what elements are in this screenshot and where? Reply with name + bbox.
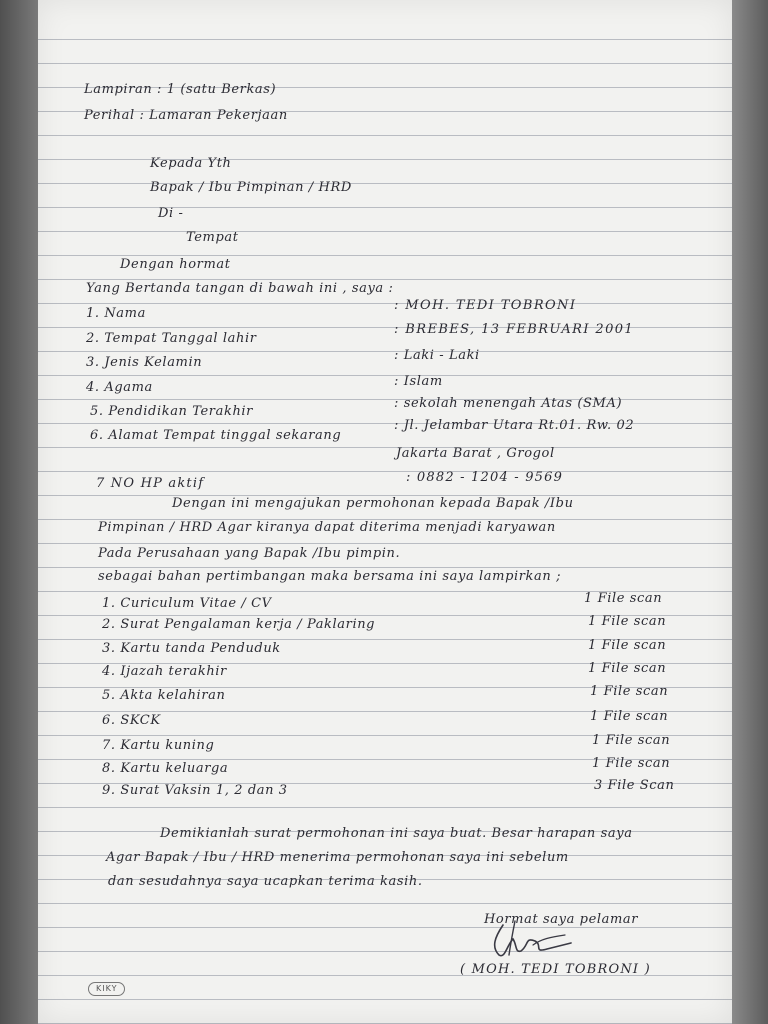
attachment-item: 3. Kartu tanda Penduduk: [102, 641, 281, 656]
identity-value: : sekolah menengah Atas (SMA): [394, 396, 623, 411]
identity-label: 4. Agama: [86, 380, 153, 395]
identity-label: 5. Pendidikan Terakhir: [90, 404, 253, 419]
attachment-count: 1 File scan: [592, 756, 671, 771]
greeting: Dengan hormat: [120, 257, 231, 272]
closing-line-2: Agar Bapak / Ibu / HRD menerima permohonan saya ini sebelum: [106, 850, 569, 865]
identity-value: : MOH. TEDI TOBRONI: [394, 298, 577, 313]
lampiran-line: Lampiran : 1 (satu Berkas): [84, 82, 277, 97]
attachment-count: 1 File scan: [592, 733, 671, 748]
attachment-count: 1 File scan: [590, 684, 669, 699]
paper-brand-logo: KIKY: [88, 982, 125, 996]
intro-line: Yang Bertanda tangan di bawah ini , saya :: [86, 281, 394, 296]
perihal-line: Perihal : Lamaran Pekerjaan: [84, 108, 288, 123]
table-surface-right: [732, 0, 768, 1024]
identity-value: : BREBES, 13 FEBRUARI 2001: [394, 322, 635, 337]
identity-value: : Jl. Jelambar Utara Rt.01. Rw. 02: [394, 418, 635, 433]
table-surface-left: [0, 0, 38, 1024]
recipient-title: Bapak / Ibu Pimpinan / HRD: [150, 180, 352, 195]
attachment-count: 1 File scan: [584, 591, 663, 606]
identity-label: 2. Tempat Tanggal lahir: [86, 331, 257, 346]
phone-value: : 0882 - 1204 - 9569: [406, 470, 564, 485]
attachment-count: 1 File scan: [588, 614, 667, 629]
signature-name: ( MOH. TEDI TOBRONI ): [460, 962, 651, 977]
request-line-1: Dengan ini mengajukan permohonan kepada Bapak /Ibu: [172, 496, 574, 511]
attachment-item: 2. Surat Pengalaman kerja / Paklaring: [102, 617, 376, 632]
attachment-count: 1 File scan: [588, 638, 667, 653]
lined-paper-sheet: [38, 0, 732, 1024]
attachment-item: 8. Kartu keluarga: [102, 761, 229, 776]
attachment-item: 5. Akta kelahiran: [102, 688, 226, 703]
closing-line-1: Demikianlah surat permohonan ini saya buat. Besar harapan saya: [160, 826, 633, 841]
signoff-text: Hormat saya pelamar: [484, 912, 639, 927]
attachment-count: 3 File Scan: [594, 778, 675, 793]
request-line-3: Pada Perusahaan yang Bapak /Ibu pimpin.: [98, 546, 401, 561]
address-continuation: Jakarta Barat , Grogol: [396, 446, 555, 461]
phone-label: 7 NO HP aktif: [96, 476, 205, 491]
recipient-di: Di -: [158, 206, 184, 221]
attachment-count: 1 File scan: [588, 661, 667, 676]
closing-line-3: dan sesudahnya saya ucapkan terima kasih.: [108, 874, 423, 889]
identity-label: 6. Alamat Tempat tinggal sekarang: [90, 428, 342, 443]
recipient-kepada: Kepada Yth: [150, 156, 232, 171]
attachment-item: 1. Curiculum Vitae / CV: [102, 596, 272, 611]
attachment-count: 1 File scan: [590, 709, 669, 724]
attachments-intro: sebagai bahan pertimbangan maka bersama ini saya lampirkan ;: [98, 569, 562, 584]
request-line-2: Pimpinan / HRD Agar kiranya dapat diterima menjadi karyawan: [98, 520, 556, 535]
handwritten-signature: [455, 915, 585, 963]
identity-value: : Laki - Laki: [394, 348, 480, 363]
attachment-item: 6. SKCK: [102, 713, 161, 728]
identity-label: 1. Nama: [86, 306, 146, 321]
attachment-item: 4. Ijazah terakhir: [102, 664, 227, 679]
recipient-tempat: Tempat: [186, 230, 239, 245]
identity-value: : Islam: [394, 374, 443, 389]
attachment-item: 9. Surat Vaksin 1, 2 dan 3: [102, 783, 288, 798]
identity-label: 3. Jenis Kelamin: [86, 355, 203, 370]
attachment-item: 7. Kartu kuning: [102, 738, 215, 753]
